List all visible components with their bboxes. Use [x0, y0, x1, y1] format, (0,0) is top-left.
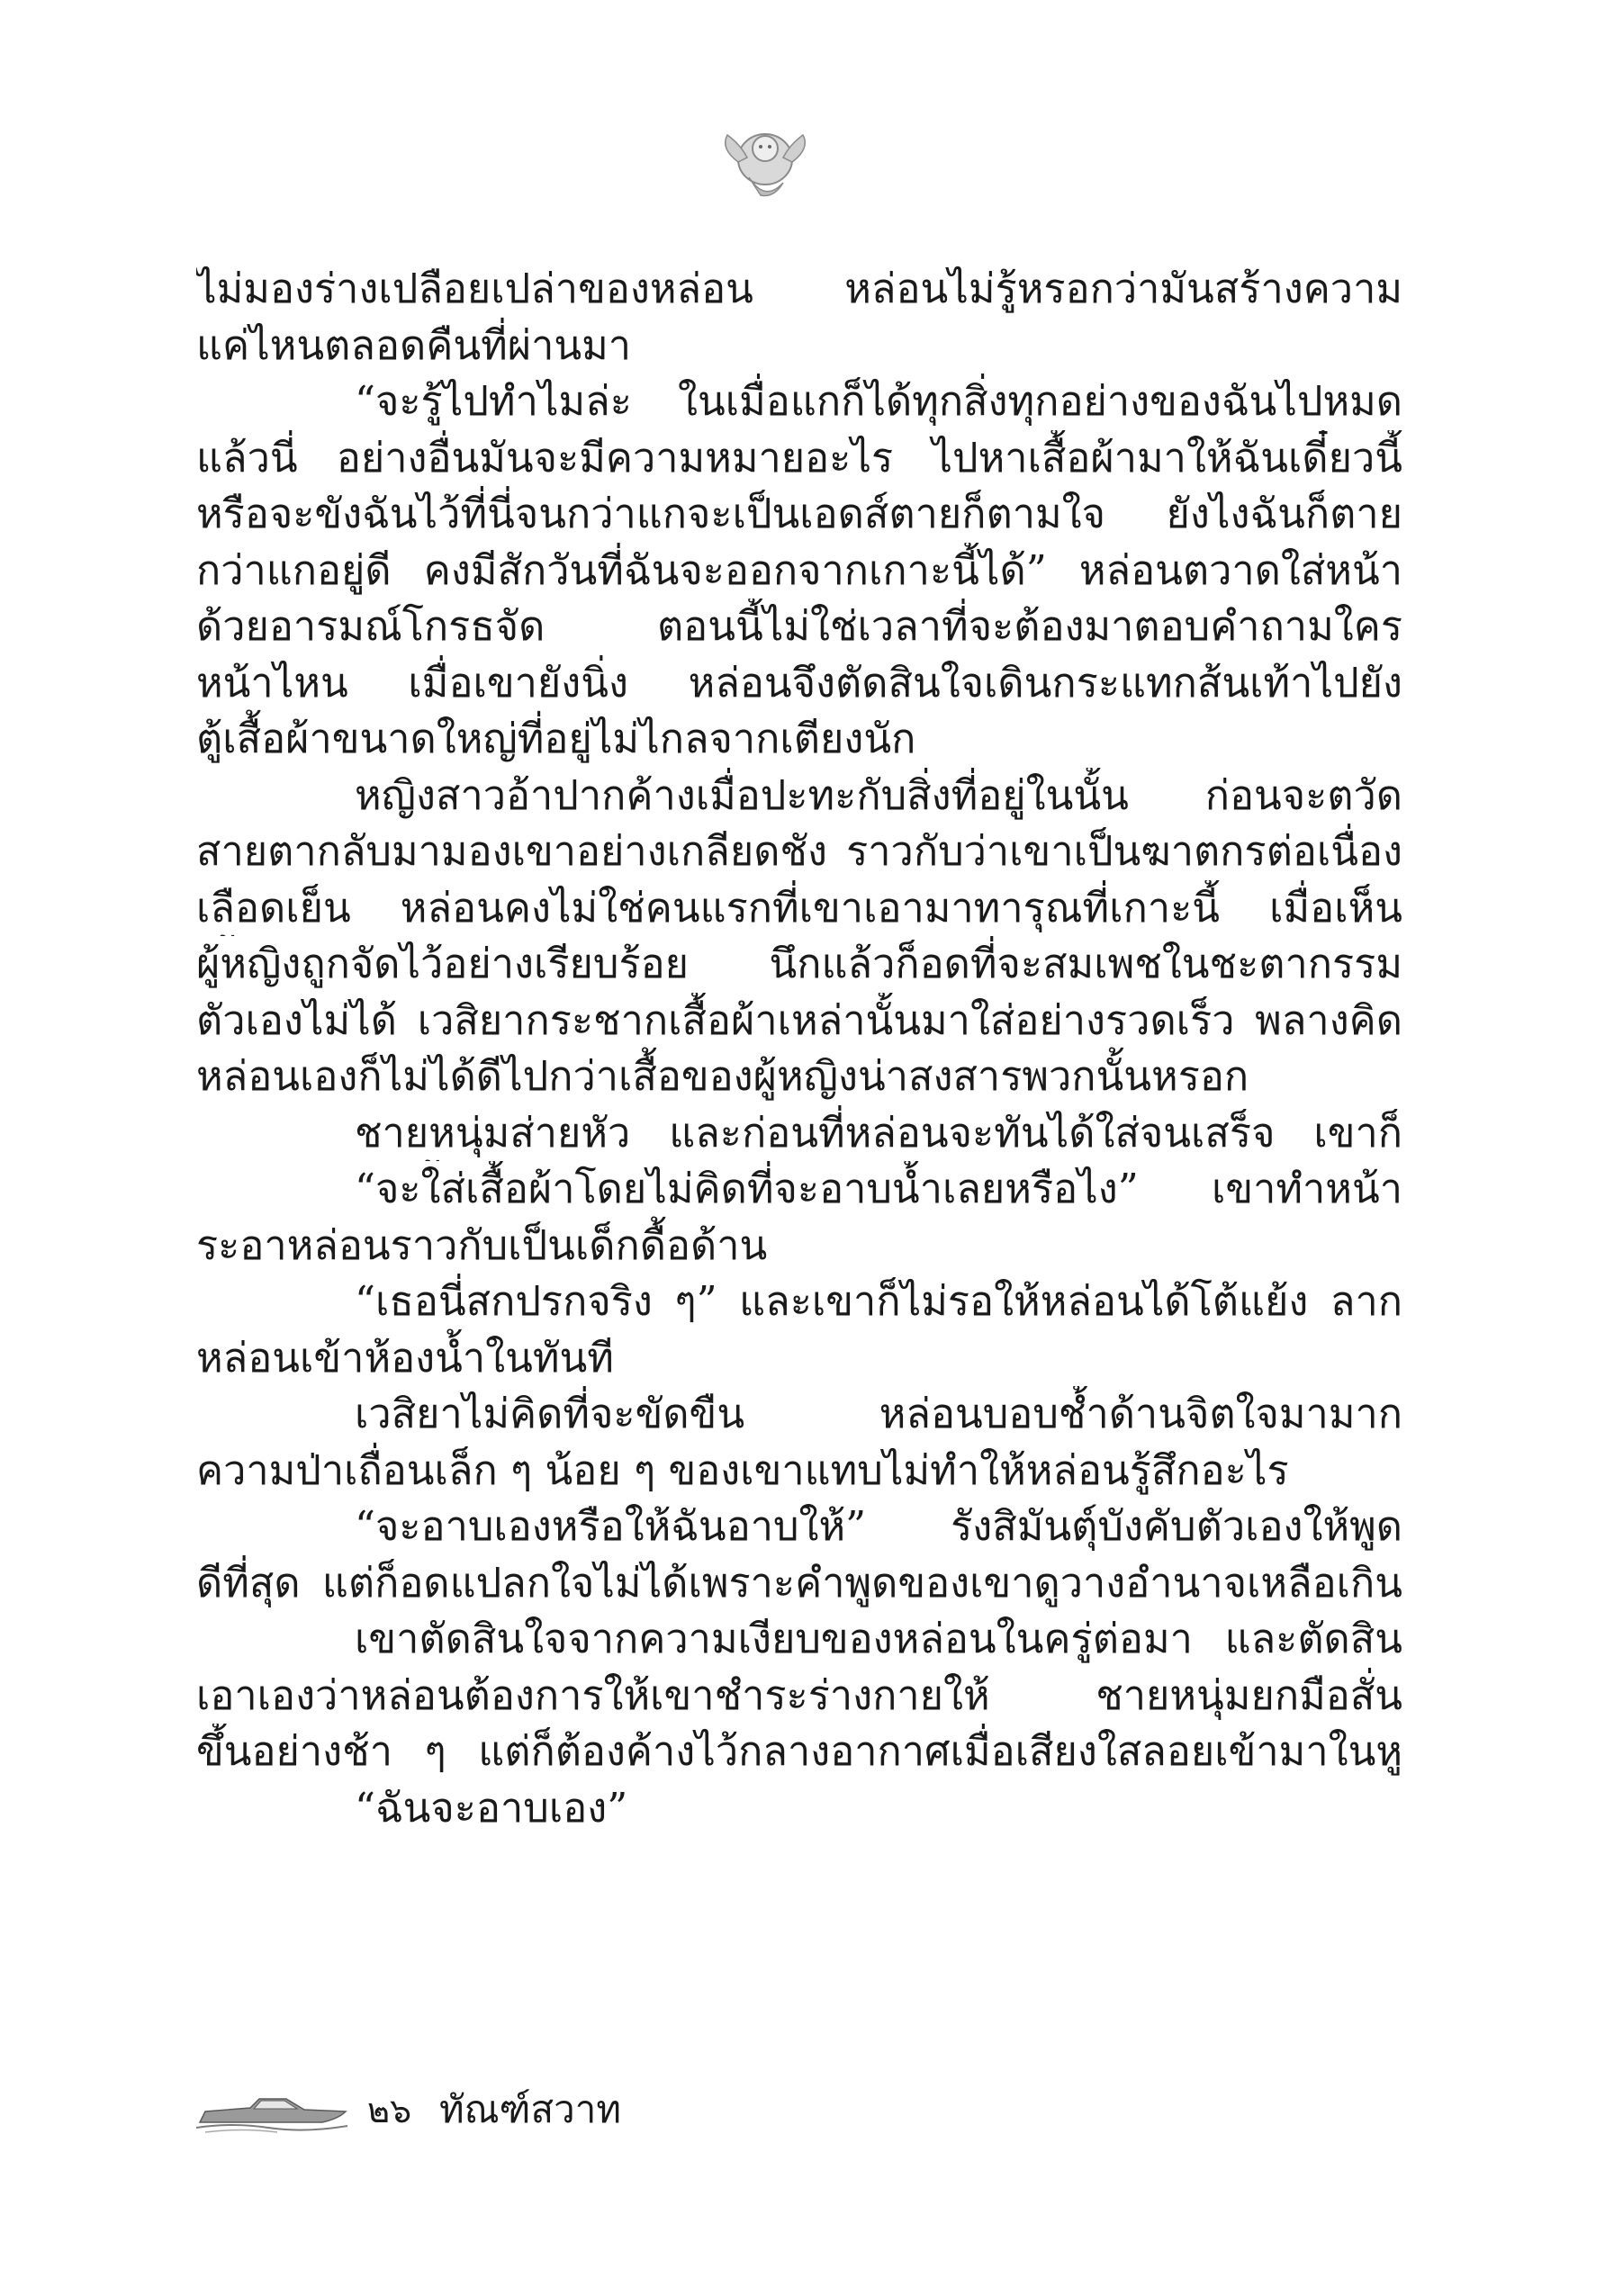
- body-text: [196, 261, 1402, 1836]
- text-line: ไม่มองร่างเปลือยเปล่าของหล่อน หล่อนไม่รู้หรอกว่ามันสร้างความ: [196, 265, 1402, 312]
- text-line: ระอาหล่อนราวกับเป็นเด็กดื้อด้าน: [196, 1220, 768, 1269]
- text-line: “เธอนี่สกปรกจริง ๆ” และเขาก็ไม่รอให้หล่อนได้โต้แย้ง ลาก: [355, 1277, 1402, 1325]
- text-line: หน้าไหน เมื่อเขายังนิ่ง หล่อนจึงตัดสินใจเดินกระแทกส้นเท้าไปยัง: [196, 658, 1402, 707]
- text-line: เขาตัดสินใจจากความเงียบของหล่อนในครู่ต่อมา และตัดสิน: [355, 1615, 1402, 1662]
- text-line: ความป่าเถื่อนเล็ก ๆ น้อย ๆ ของเขาแทบไม่ทำให้หล่อนรู้สึกอะไร: [196, 1445, 1289, 1494]
- speedboat-icon: [196, 2086, 349, 2136]
- book-title: ทัณฑ์สวาท: [439, 2087, 622, 2131]
- page-footer: [196, 2086, 826, 2140]
- text-line: ขึ้นอย่างช้า ๆ แต่ก็ต้องค้างไว้กลางอากาศเมื่อเสียงใสลอยเข้ามาในหู: [196, 1727, 1402, 1775]
- cherub-ornament-icon: [711, 113, 819, 212]
- text-line: ดีที่สุด แต่ก็อดแปลกใจไม่ได้เพราะคำพูดของเขาดูวางอำนาจเหลือเกิน: [196, 1558, 1402, 1607]
- text-line: “จะรู้ไปทำไมล่ะ ในเมื่อแกก็ได้ทุกสิ่งทุกอย่างของฉันไปหมด: [355, 377, 1402, 425]
- text-line: ตู้เสื้อผ้าขนาดใหญ่ที่อยู่ไม่ไกลจากเตียงนัก: [196, 715, 916, 762]
- text-line: เอาเองว่าหล่อนต้องการให้เขาชำระร่างกายให้ ชายหนุ่มยกมือสั่น: [196, 1670, 1402, 1719]
- text-line: หล่อนเองก็ไม่ได้ดีไปกว่าเสื้อของผู้หญิงน่าสงสารพวกนั้นหรอก: [196, 1052, 1249, 1100]
- text-line: หล่อนเข้าห้องน้ำในทันที: [196, 1333, 614, 1382]
- text-line: เวสิยาไม่คิดที่จะขัดขืน หล่อนบอบช้ำด้านจิตใจมามาก: [355, 1390, 1402, 1437]
- text-line: สายตากลับมามองเขาอย่างเกลียดชัง ราวกับว่าเขาเป็นฆาตกรต่อเนื่อง: [196, 827, 1402, 875]
- text-line: เลือดเย็น หล่อนคงไม่ใช่คนแรกที่เขาเอามาทารุณที่เกาะนี้ เมื่อเห็น: [196, 883, 1402, 932]
- text-line: ตัวเองไม่ได้ เวสิยากระชากเสื้อผ้าเหล่านั้นมาใส่อย่างรวดเร็ว พลางคิด: [196, 995, 1402, 1044]
- text-line: ด้วยอารมณ์โกรธจัด ตอนนี้ไม่ใช่เวลาที่จะต้องมาตอบคำถามใคร: [196, 602, 1402, 650]
- text-line: ชายหนุ่มส่ายหัว และก่อนที่หล่อนจะทันได้ใส่จนเสร็จ เขาก็: [355, 1108, 1402, 1157]
- text-line: หรือจะขังฉันไว้ที่นี่จนกว่าแกจะเป็นเอดส์ตายก็ตามใจ ยังไงฉันก็ตาย: [196, 490, 1402, 537]
- text-line: ผู้หญิงถูกจัดไว้อย่างเรียบร้อย นึกแล้วก็อดที่จะสมเพชในชะตากรรม: [196, 940, 1402, 987]
- text-line: “จะใส่เสื้อผ้าโดยไม่คิดที่จะอาบน้ำเลยหรือไง” เขาทำหน้า: [355, 1165, 1402, 1212]
- text-line: “จะอาบเองหรือให้ฉันอาบให้” รังสิมันตุ์บังคับตัวเองให้พูด: [355, 1502, 1402, 1550]
- text-line: แค่ไหนตลอดคืนที่ผ่านมา: [196, 320, 632, 369]
- page-number: ๒๖: [367, 2091, 412, 2130]
- text-line: “ฉันจะอาบเอง”: [355, 1783, 628, 1832]
- text-line: กว่าแกอยู่ดี คงมีสักวันที่ฉันจะออกจากเกาะนี้ได้” หล่อนตวาดใส่หน้า: [196, 545, 1402, 594]
- text-line: แล้วนี่ อย่างอื่นมันจะมีความหมายอะไร ไปหาเสื้อผ้ามาให้ฉันเดี๋ยวนี้: [196, 433, 1402, 482]
- text-line: หญิงสาวอ้าปากค้างเมื่อปะทะกับสิ่งที่อยู่ในนั้น ก่อนจะตวัด: [355, 770, 1402, 819]
